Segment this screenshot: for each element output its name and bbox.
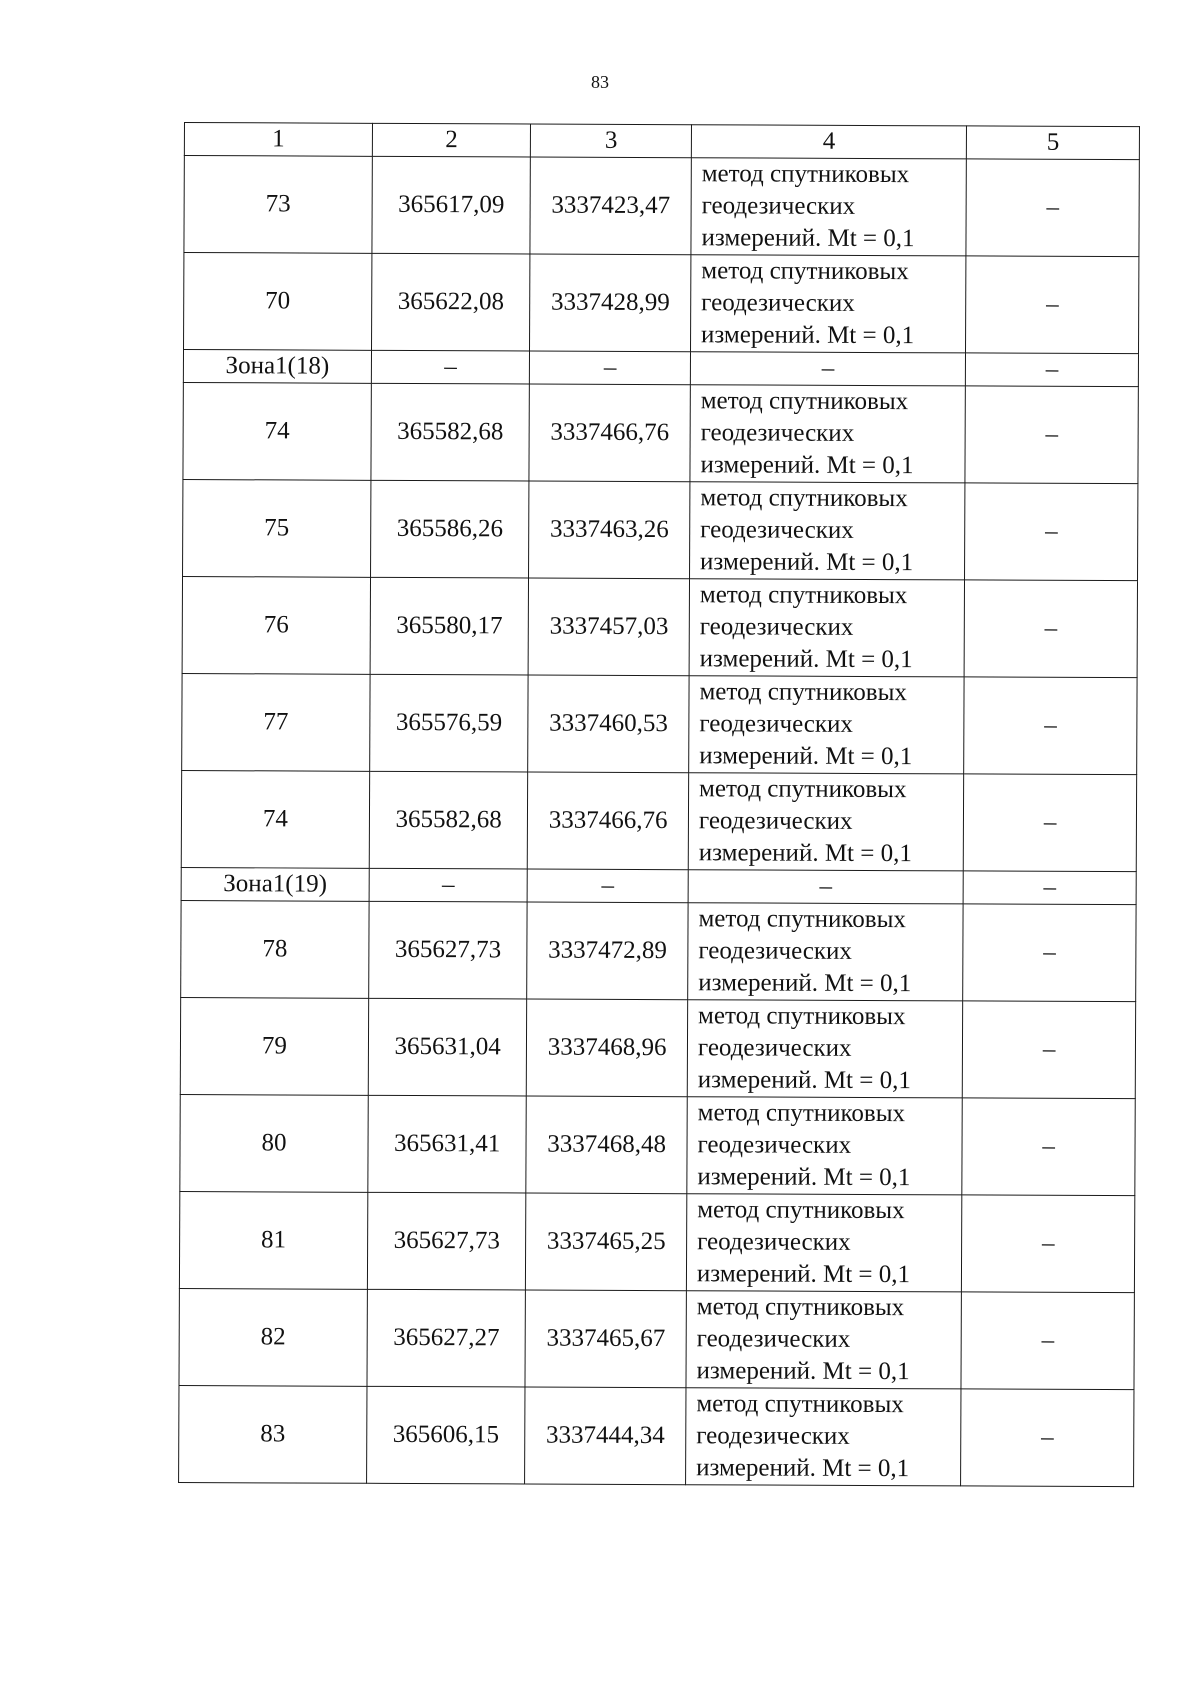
method-line: метод спутниковых <box>698 905 906 934</box>
zone-dash: – <box>966 353 1139 387</box>
method-line: геодезических <box>697 1034 852 1062</box>
zone-label: Зона1(19) <box>181 867 369 901</box>
method-line: метод спутниковых <box>701 160 910 189</box>
method-line: геодезических <box>697 1131 852 1159</box>
method-line: геодезических <box>697 1228 851 1256</box>
method-cell <box>686 1388 962 1486</box>
point-number: 81 <box>179 1191 367 1289</box>
col5-value: – <box>962 1195 1135 1293</box>
method-cell <box>686 1194 962 1292</box>
column-header: 3 <box>531 124 692 158</box>
method-cell <box>689 579 965 677</box>
col5-value: – <box>964 580 1137 678</box>
method-line: геодезических <box>701 289 855 317</box>
method-line: измерений. Mt = 0,1 <box>700 548 914 577</box>
method-cell <box>686 1291 962 1389</box>
point-number: 78 <box>181 900 369 998</box>
col5-value: – <box>961 1292 1134 1390</box>
col5-value: – <box>961 1389 1134 1487</box>
x-coordinate: 365622,08 <box>371 253 530 351</box>
point-number: 73 <box>184 156 372 254</box>
zone-dash: – <box>688 870 963 904</box>
method-line: метод спутниковых <box>697 1196 905 1225</box>
method-cell <box>689 676 965 774</box>
method-line: измерений. Mt = 0,1 <box>700 451 914 480</box>
zone-row <box>181 867 1136 904</box>
table-row <box>184 253 1139 354</box>
y-coordinate: 3337465,67 <box>525 1290 686 1388</box>
column-header: 2 <box>372 123 531 157</box>
y-coordinate: 3337468,96 <box>527 999 688 1097</box>
method-line: метод спутниковых <box>696 1293 905 1322</box>
column-header: 5 <box>967 126 1140 160</box>
method-cell <box>691 158 967 256</box>
method-line: метод спутниковых <box>697 1099 906 1128</box>
x-coordinate: 365576,59 <box>370 674 529 772</box>
method-line: измерений. Mt = 0,1 <box>696 1454 910 1483</box>
method-cell <box>690 385 966 483</box>
table-row <box>181 900 1136 1001</box>
zone-dash: – <box>690 352 965 386</box>
zone-dash: – <box>963 871 1136 905</box>
y-coordinate: 3337472,89 <box>527 902 688 1000</box>
method-line: измерений. Mt = 0,1 <box>697 1066 911 1095</box>
table-row <box>182 673 1137 774</box>
method-cell <box>687 1000 963 1098</box>
col5-value: – <box>965 483 1138 581</box>
col5-value: – <box>965 386 1138 484</box>
y-coordinate: 3337465,25 <box>526 1193 687 1291</box>
method-cell <box>687 1097 963 1195</box>
method-line: измерений. Mt = 0,1 <box>698 969 912 998</box>
table-row <box>180 997 1135 1098</box>
x-coordinate: 365617,09 <box>372 156 531 254</box>
method-line: геодезических <box>696 1325 851 1353</box>
y-coordinate: 3337466,76 <box>529 384 690 482</box>
zone-label: Зона1(18) <box>183 350 371 384</box>
col5-value: – <box>963 1001 1136 1099</box>
method-line: метод спутниковых <box>699 581 908 610</box>
method-line: метод спутниковых <box>696 1390 904 1419</box>
page-number: 83 <box>591 72 609 92</box>
x-coordinate: 365606,15 <box>366 1386 525 1484</box>
col5-value: – <box>964 774 1137 872</box>
method-line: измерений. Mt = 0,1 <box>696 1357 910 1386</box>
y-coordinate: 3337423,47 <box>530 157 691 255</box>
method-line: геодезических <box>700 516 854 544</box>
method-cell <box>690 255 966 353</box>
zone-dash: – <box>371 350 530 384</box>
col5-value: – <box>966 159 1139 257</box>
method-line: геодезических <box>700 419 855 447</box>
table-header-row <box>184 123 1139 160</box>
method-line: геодезических <box>696 1422 850 1450</box>
method-line: геодезических <box>698 937 853 965</box>
method-line: метод спутниковых <box>699 678 907 707</box>
x-coordinate: 365631,41 <box>368 1095 527 1193</box>
method-line: измерений. Mt = 0,1 <box>699 742 913 771</box>
zone-row <box>183 350 1138 387</box>
table-row <box>184 156 1139 257</box>
column-header: 1 <box>184 123 372 157</box>
column-header: 4 <box>691 125 966 159</box>
method-line: геодезических <box>701 192 856 220</box>
method-line: геодезических <box>698 807 853 835</box>
table-row <box>179 1288 1134 1389</box>
x-coordinate: 365582,68 <box>369 771 528 869</box>
method-line: геодезических <box>699 710 854 738</box>
method-cell <box>688 773 964 871</box>
table-row <box>183 382 1138 483</box>
zone-dash: – <box>530 351 691 385</box>
point-number: 74 <box>183 382 371 480</box>
method-line: измерений. Mt = 0,1 <box>698 839 912 868</box>
point-number: 77 <box>182 673 370 771</box>
y-coordinate: 3337444,34 <box>525 1387 686 1485</box>
method-line: измерений. Mt = 0,1 <box>699 645 913 674</box>
point-number: 76 <box>182 576 370 674</box>
y-coordinate: 3337463,26 <box>529 481 690 579</box>
point-number: 75 <box>183 479 371 577</box>
point-number: 80 <box>180 1094 368 1192</box>
method-line: измерений. Mt = 0,1 <box>697 1163 911 1192</box>
y-coordinate: 3337468,48 <box>526 1096 687 1194</box>
coordinates-table <box>178 122 1140 1487</box>
table-row <box>182 576 1137 677</box>
y-coordinate: 3337460,53 <box>528 675 689 773</box>
y-coordinate: 3337466,76 <box>528 772 689 870</box>
method-line: измерений. Mt = 0,1 <box>701 224 915 253</box>
table-row <box>183 479 1138 580</box>
zone-dash: – <box>527 869 688 903</box>
col5-value: – <box>963 904 1136 1002</box>
zone-dash: – <box>369 868 528 902</box>
table-row <box>180 1094 1135 1195</box>
method-line: геодезических <box>699 613 854 641</box>
method-line: измерений. Mt = 0,1 <box>696 1260 911 1289</box>
x-coordinate: 365586,26 <box>370 480 529 578</box>
x-coordinate: 365627,73 <box>367 1192 526 1290</box>
table-row <box>179 1191 1134 1292</box>
method-line: метод спутниковых <box>700 387 909 416</box>
table-row <box>181 770 1136 871</box>
method-line: метод спутниковых <box>701 257 909 286</box>
method-line: измерений. Mt = 0,1 <box>701 321 915 350</box>
x-coordinate: 365582,68 <box>371 383 530 481</box>
point-number: 82 <box>179 1288 367 1386</box>
y-coordinate: 3337428,99 <box>530 254 691 352</box>
x-coordinate: 365631,04 <box>368 998 527 1096</box>
method-line: метод спутниковых <box>699 775 907 804</box>
point-number: 74 <box>181 770 369 868</box>
x-coordinate: 365627,27 <box>367 1289 526 1387</box>
table-row <box>179 1385 1134 1486</box>
method-cell <box>689 482 965 580</box>
method-line: метод спутниковых <box>700 484 908 513</box>
method-line: метод спутниковых <box>698 1002 906 1031</box>
point-number: 83 <box>179 1385 367 1483</box>
x-coordinate: 365627,73 <box>369 901 528 999</box>
x-coordinate: 365580,17 <box>370 577 529 675</box>
col5-value: – <box>966 256 1139 354</box>
method-cell <box>688 903 964 1001</box>
y-coordinate: 3337457,03 <box>528 578 689 676</box>
point-number: 70 <box>184 253 372 351</box>
point-number: 79 <box>180 997 368 1095</box>
col5-value: – <box>962 1098 1135 1196</box>
col5-value: – <box>964 677 1137 775</box>
